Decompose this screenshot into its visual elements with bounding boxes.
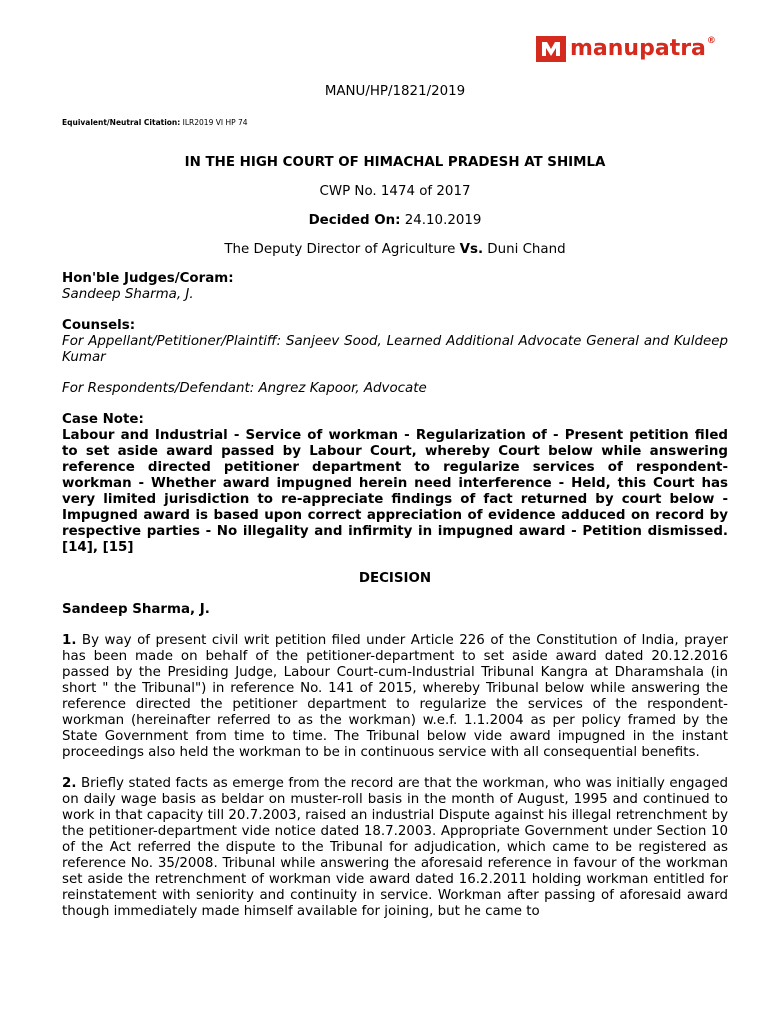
decided-on-label: Decided On: [308, 213, 401, 228]
equivalent-citation-label: Equivalent/Neutral Citation: [62, 118, 181, 127]
counsels-heading: Counsels: [62, 318, 136, 333]
case-number: CWP No. 1474 of 2017 [319, 184, 471, 199]
decided-on [62, 213, 728, 229]
judges-names: Sandeep Sharma, J. [62, 287, 194, 302]
decision-heading: DECISION [358, 571, 432, 586]
paragraph-text: Briefly stated facts as emerge from the record are that the workman, who was initially engaged on daily wage basis as beldar on muster-roll basis in the month of August, 1995 and continued to work in that capacity till 20.7.2003, raised an industrial Dispute against his illegal retrenchment by the petitioner-department vide notice dated 18.7.2003. Appropriate Government under Section 10 of the Act referred the dispute to the Tribunal for adjudication, which came to be registered as reference No. 35/2008. Tribunal while answering the aforesaid reference in favour of the workman set aside the retrenchment of workman vide award dated 16.2.2011 holding workman entitled for reinstatement with seniority and continuity in service. Workman after passing of aforesaid award though immediately made himself available for joining, but he came to [62, 776, 728, 919]
paragraph-text: By way of present civil writ petition filed under Article 226 of the Constitution of India, prayer has been made on behalf of the petitioner-department to set aside award dated 20.12.2016 passed by the Presiding Judge, Labour Court-cum-Industrial Tribunal Kangra at Dharamshala (in short " the Tribunal") in reference No. 141 of 2015, whereby Tribunal below while answering the reference directed the petitioner department to regularize the services of the respondent-workman (hereinafter referred to as the workman) w.e.f. 1.1.2004 as per policy framed by the State Government from time to time. The Tribunal below vide award impugned in the instant proceedings also held the workman to be in continuous service with all consequential benefits. [62, 633, 728, 760]
case-parties [62, 242, 728, 258]
versus-label: Vs. [459, 242, 484, 257]
decision-author: Sandeep Sharma, J. [62, 602, 210, 617]
judges-section [62, 271, 728, 303]
document-content [62, 84, 728, 920]
manupatra-logo-icon [536, 36, 566, 62]
equivalent-citation-value: ILR2019 VI HP 74 [180, 118, 248, 127]
decided-on-date: 24.10.2019 [400, 213, 482, 228]
appellant-counsel: For Appellant/Petitioner/Plaintiff: Sanjeev Sood, Learned Additional Advocate General and Kuldeep Kumar [62, 334, 728, 365]
equivalent-citation [62, 118, 728, 128]
party-respondent: Duni Chand [483, 242, 566, 257]
counsels-section [62, 318, 728, 366]
judges-heading: Hon'ble Judges/Coram: [62, 271, 234, 286]
case-note-heading: Case Note: [62, 412, 144, 427]
court-name: IN THE HIGH COURT OF HIMACHAL PRADESH AT SHIMLA [184, 155, 606, 170]
manu-citation: MANU/HP/1821/2019 [324, 84, 466, 99]
party-petitioner: The Deputy Director of Agriculture [224, 242, 460, 257]
case-note-body: Labour and Industrial - Service of workman - Regularization of - Present petition filed to set aside award passed by Labour Court, whereby Court below while answering reference directed petitioner department to regularize services of respondent-workman - Whether award impugned herein need interference - Held, this Court has very limited jurisdiction to re-appreciate findings of fact returned by court below - Impugned award is based upon correct appreciation of evidence adduced on record by respective parties - No illegality and infirmity in impugned award - Petition dismissed. [14], [15] [62, 428, 728, 555]
paragraph-number: 2. [62, 776, 77, 791]
paragraph-2 [62, 776, 728, 920]
respondent-counsel: For Respondents/Defendant: Angrez Kapoor, Advocate [62, 381, 427, 396]
manupatra-logo [536, 36, 716, 62]
paragraph-number: 1. [62, 633, 77, 648]
manupatra-logo-text: manupatra [570, 36, 706, 61]
case-note-section [62, 412, 728, 556]
registered-mark: ® [706, 36, 716, 46]
paragraph-1 [62, 633, 728, 761]
